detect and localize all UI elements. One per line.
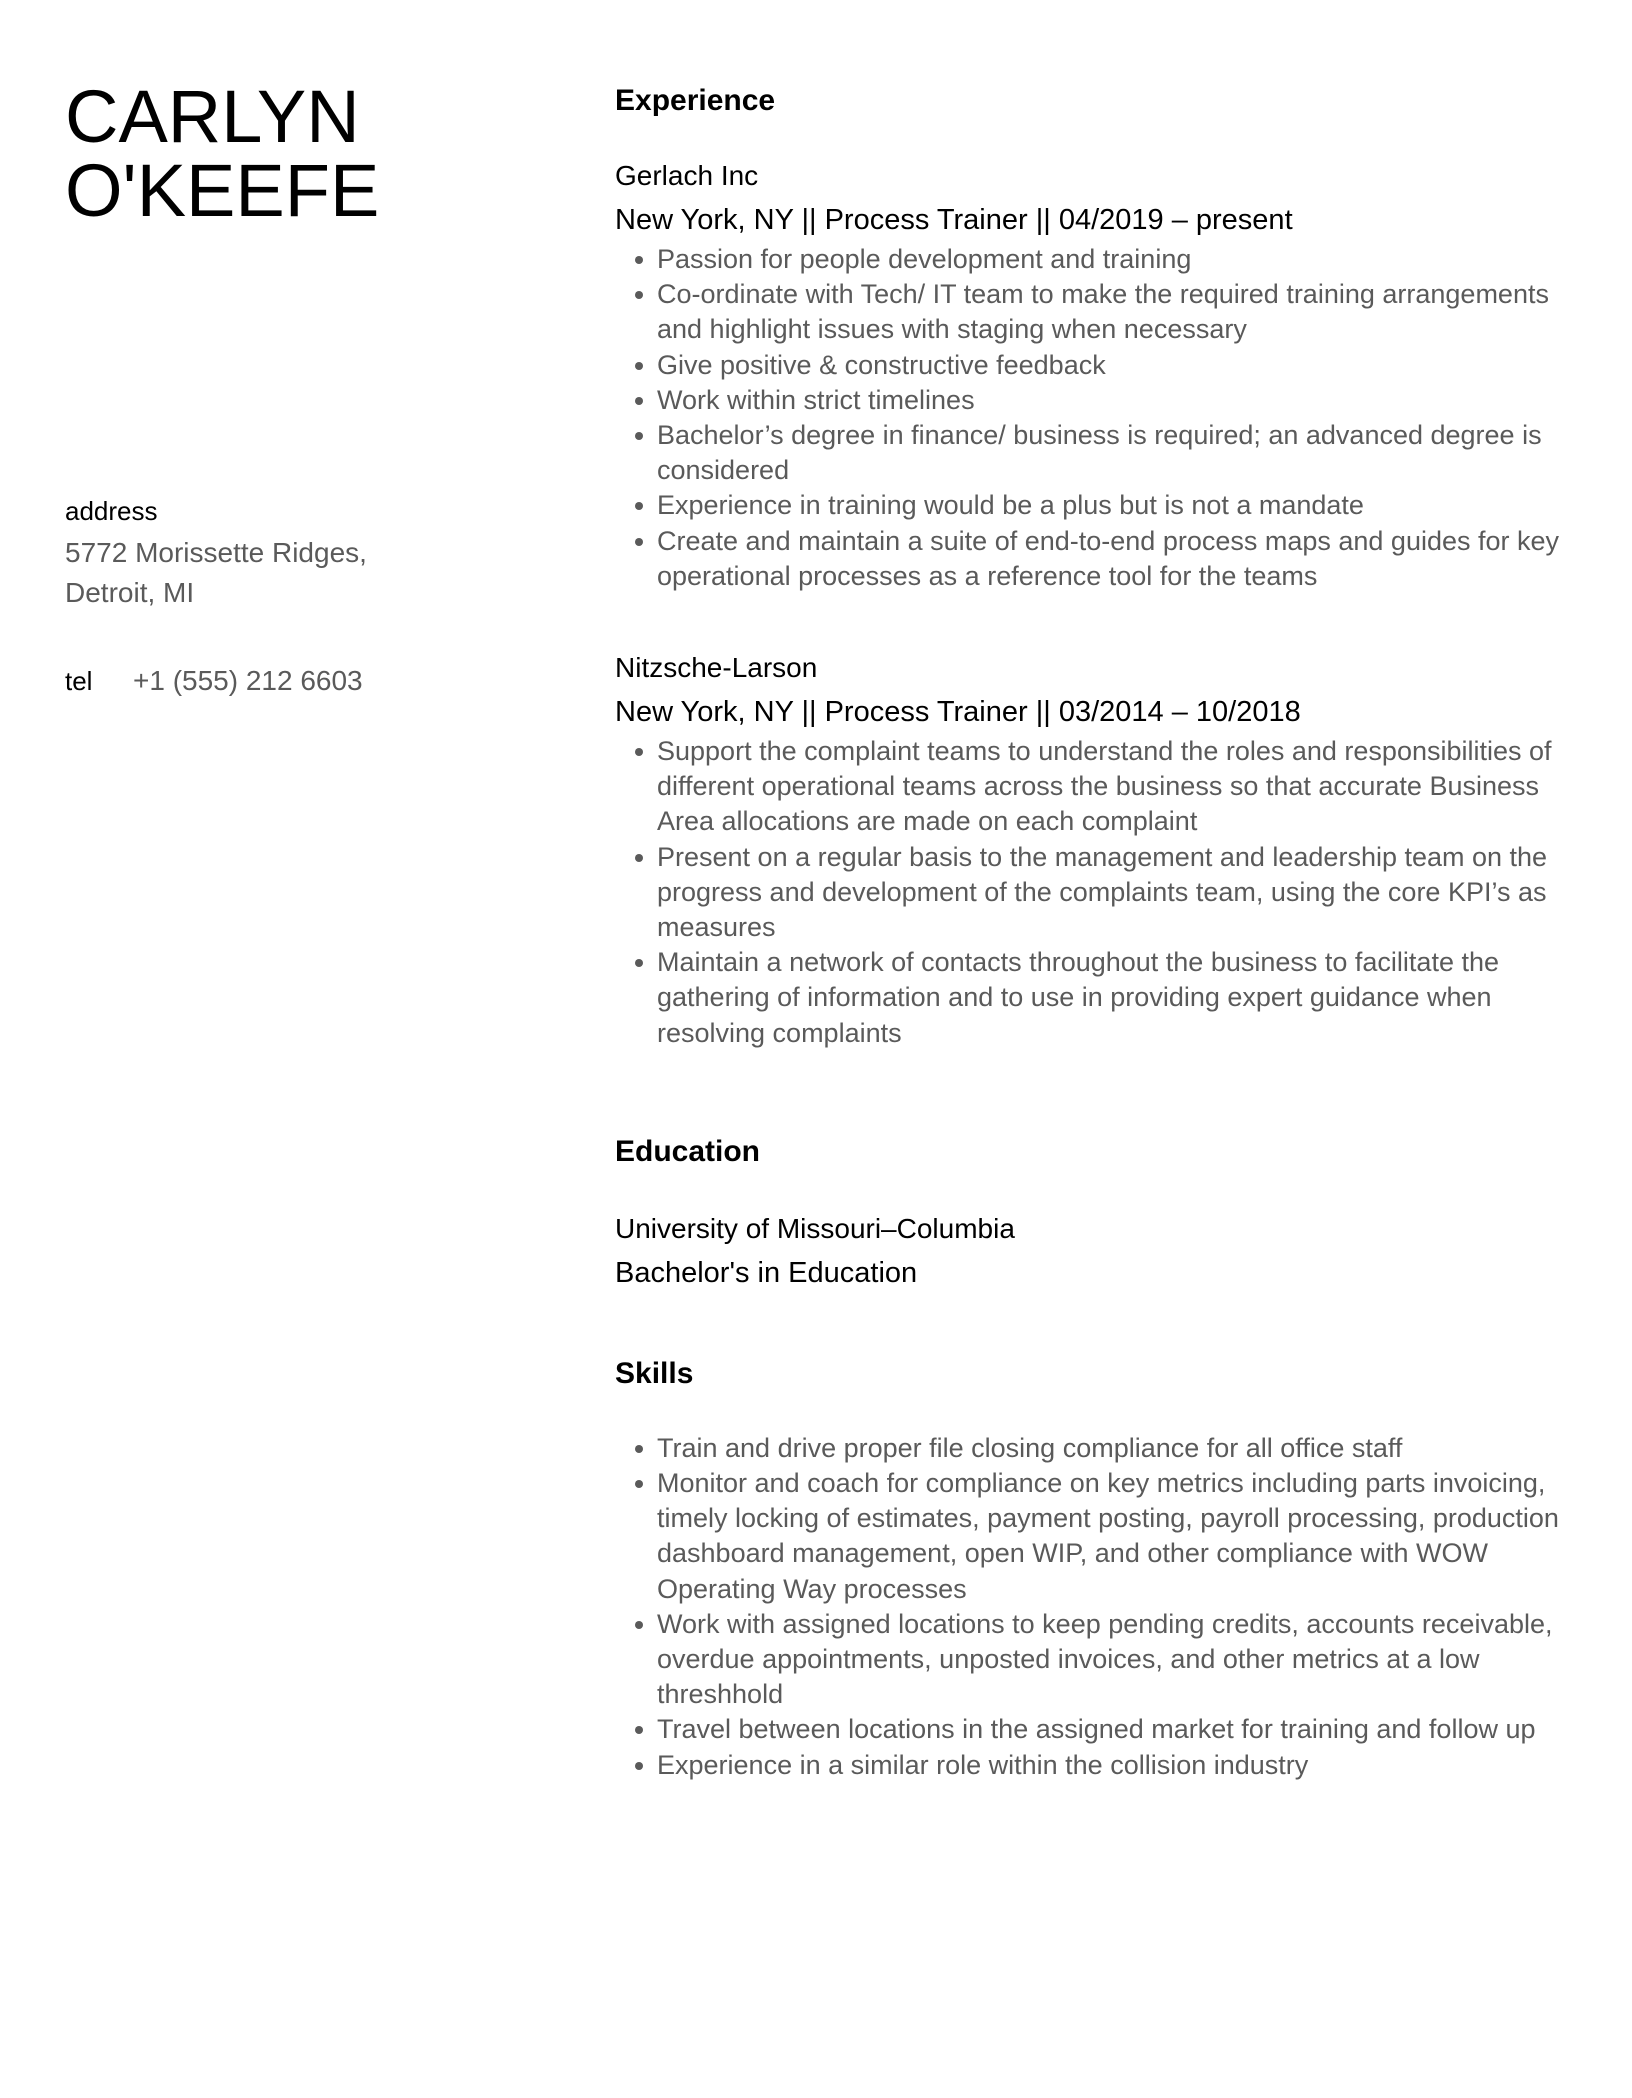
skill-item: Experience in a similar role within the collision industry xyxy=(615,1748,1575,1783)
job-meta: New York, NY || Process Trainer || 03/2014 – 10/2018 xyxy=(615,696,1301,729)
bullet-item: Work within strict timelines xyxy=(615,383,1575,418)
job-meta: New York, NY || Process Trainer || 04/2019 – present xyxy=(615,204,1293,236)
experience-title: Experience xyxy=(615,84,776,117)
education-degree: Bachelor's in Education xyxy=(615,1256,918,1289)
first-name: CARLYN xyxy=(65,75,360,158)
education-section xyxy=(615,1133,1575,1293)
education-entry xyxy=(615,1211,1575,1293)
experience-section xyxy=(615,82,1575,1051)
skill-item: Work with assigned locations to keep pending credits, accounts receivable, overdue appointments, unposted invoices, and other metrics at a low threshhold xyxy=(615,1607,1575,1713)
job-entry xyxy=(615,650,1575,1051)
job-company: Gerlach Inc xyxy=(615,160,759,191)
address-block xyxy=(65,495,535,613)
job-company: Nitzsche-Larson xyxy=(615,652,818,684)
last-name: O'KEEFE xyxy=(65,149,380,232)
bullet-item: Co-ordinate with Tech/ IT team to make the required training arrangements and highlight issues with staging when necessary xyxy=(615,277,1575,347)
education-title: Education xyxy=(615,1134,761,1168)
bullet-item: Support the complaint teams to understand the roles and responsibilities of different operational teams across the business so that accurate Business Area allocations are made on each complaint xyxy=(615,734,1575,840)
tel-value: +1 (555) 212 6603 xyxy=(133,665,363,696)
education-school: University of Missouri–Columbia xyxy=(615,1212,1015,1244)
skills-section xyxy=(615,1355,1575,1783)
bullet-item: Experience in training would be a plus but is not a mandate xyxy=(615,488,1575,523)
bullet-item: Maintain a network of contacts throughout the business to facilitate the gathering of information and to use in providing expert guidance when resolving complaints xyxy=(615,945,1575,1051)
job-bullets xyxy=(615,242,1575,594)
skill-item: Train and drive proper file closing compliance for all office staff xyxy=(615,1431,1575,1466)
left-column xyxy=(65,75,535,696)
skill-item: Monitor and coach for compliance on key metrics including parts invoicing, timely locking of estimates, payment posting, payroll processing, production dashboard management, open WIP, and other compliance with WOW Operating Way processes xyxy=(615,1466,1575,1607)
bullet-item: Present on a regular basis to the management and leadership team on the progress and development of the complaints team, using the core KPI’s as measures xyxy=(615,840,1575,946)
skill-item: Travel between locations in the assigned market for training and follow up xyxy=(615,1712,1575,1747)
bullet-item: Passion for people development and training xyxy=(615,242,1575,277)
candidate-name xyxy=(65,75,535,232)
address-value xyxy=(65,533,535,613)
address-line-1: 5772 Morissette Ridges, xyxy=(65,537,367,568)
address-label: address xyxy=(65,496,158,526)
bullet-item: Give positive & constructive feedback xyxy=(615,348,1575,383)
job-entry xyxy=(615,158,1575,594)
skills-list xyxy=(615,1431,1575,1783)
bullet-item: Bachelor’s degree in finance/ business is required; an advanced degree is considered xyxy=(615,418,1575,488)
address-line-2: Detroit, MI xyxy=(65,577,195,608)
tel-label: tel xyxy=(65,666,93,696)
job-bullets xyxy=(615,734,1575,1051)
skills-title: Skills xyxy=(615,1356,694,1390)
right-column xyxy=(615,82,1575,1783)
tel-row xyxy=(65,665,363,697)
bullet-item: Create and maintain a suite of end-to-end process maps and guides for key operational processes as a reference tool for the teams xyxy=(615,524,1575,594)
